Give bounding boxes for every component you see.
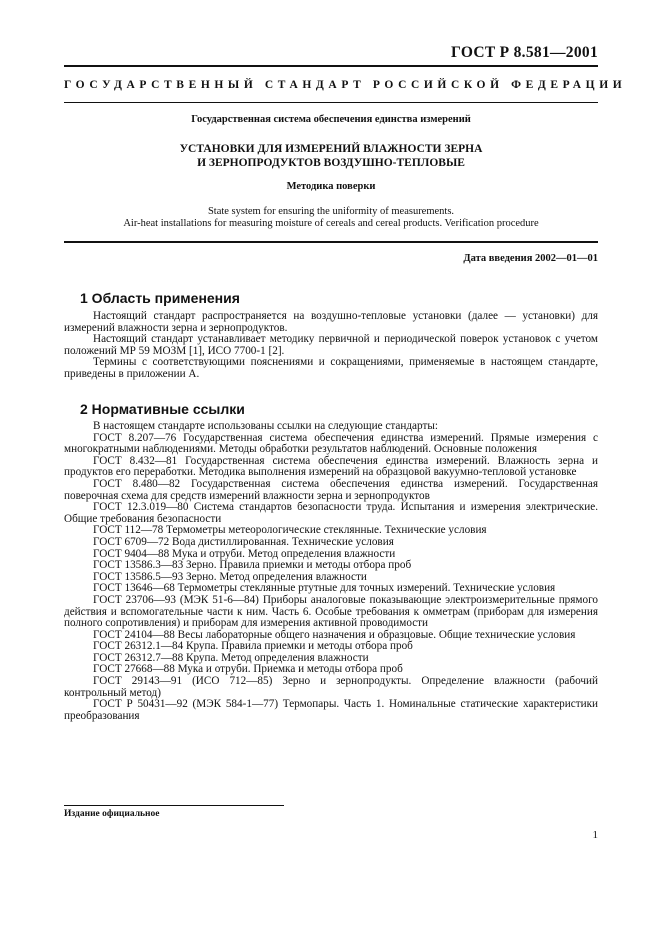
title-rule — [64, 102, 598, 103]
footer-rule — [64, 805, 284, 806]
reference-item: ГОСТ 13646—68 Термометры стеклянные ртутные для точных измерений. Технические условия — [93, 582, 556, 595]
reference-item: ГОСТ 27668—88 Мука и отруби. Приемка и методы отбора проб — [93, 663, 403, 676]
header-bottom-rule — [64, 241, 598, 243]
reference-item: ГОСТ 24104—88 Весы лабораторные общего назначения и образцовые. Общие технические условия — [93, 628, 576, 641]
reference-item: ГОСТ 6709—72 Вода дистиллированная. Технические условия — [93, 535, 394, 548]
main-title-line-1: УСТАНОВКИ ДЛЯ ИЗМЕРЕНИЙ ВЛАЖНОСТИ ЗЕРНА — [179, 143, 483, 155]
section-1-body — [64, 311, 598, 381]
subtitle: Методика поверки — [286, 181, 376, 192]
reference-item: ГОСТ 13586.5—93 Зерно. Метод определения влажности — [93, 570, 367, 583]
section-1-paragraph: Термины с соответствующими пояснениями и сокращениями, применяемые в настоящем стандарте, приведены в приложении А. — [64, 356, 598, 380]
page-number: 1 — [592, 829, 598, 841]
reference-item: ГОСТ 9404—88 Мука и отруби. Метод определения влажности — [93, 547, 396, 560]
english-title-line-2: Air-heat installations for measuring moisture of cereals and cereal products. Verification procedure — [123, 218, 539, 229]
english-title-line-1: State system for ensuring the uniformity of measurements. — [207, 206, 455, 217]
reference-item: ГОСТ 112—78 Термометры метеорологические стеклянные. Технические условия — [93, 524, 487, 537]
state-standard-title: ГОСУДАРСТВЕННЫЙ СТАНДАРТ РОССИЙСКОЙ ФЕДЕРАЦИИ — [64, 79, 627, 91]
reference-item: ГОСТ 13586.3—83 Зерно. Правила приемки и методы отбора проб — [93, 559, 412, 572]
section-2-body — [64, 421, 598, 722]
reference-item: ГОСТ 26312.7—88 Крупа. Метод определения влажности — [93, 651, 369, 664]
reference-item: ГОСТ 23706—93 (МЭК 51-6—84) Приборы аналоговые показывающие электроизмерительные прямого действия и вспомогательные части к ним. Часть 6. Особые требования к омметрам (приборам для измерения полного сопротивления) и приборам для измерения активной проводимости — [64, 593, 598, 630]
system-name: Государственная система обеспечения единства измерений — [191, 114, 471, 125]
section-2-heading: 2 Нормативные ссылки — [80, 401, 245, 417]
reference-item: ГОСТ 8.207—76 Государственная система обеспечения единства измерений. Прямые измерения с многократными наблюдениями. Методы обработки результатов наблюдений. Основные положения — [64, 431, 598, 456]
section-2-intro: В настоящем стандарте использованы ссылки на следующие стандарты: — [93, 420, 438, 432]
reference-item: ГОСТ 8.432—81 Государственная система обеспечения единства измерений. Влажность зерна и продуктов его переработки. Методика выполнения измерений на образцовой вакуумно-тепловой установке — [64, 454, 598, 479]
official-edition-label: Издание официальное — [64, 809, 160, 819]
reference-item: ГОСТ 12.3.019—80 Система стандартов безопасности труда. Испытания и измерения электрические. Общие требования безопасности — [64, 501, 598, 525]
reference-item: ГОСТ 29143—91 (ИСО 712—85) Зерно и зернопродукты. Определение влажности (рабочий контрольный метод) — [64, 675, 598, 699]
section-1-paragraph: Настоящий стандарт распространяется на воздушно-тепловые установки (далее — установки) для измерений влажности зерна и зернопродуктов. — [64, 310, 598, 334]
reference-item: ГОСТ 8.480—82 Государственная система обеспечения единства измерений. Государственная поверочная схема для средств измерений влажности зерна и зернопродуктов — [64, 477, 598, 502]
english-title — [64, 206, 598, 230]
introduction-date: Дата введения 2002—01—01 — [463, 253, 598, 264]
document-code: ГОСТ Р 8.581—2001 — [451, 44, 598, 61]
main-title-line-2: И ЗЕРНОПРОДУКТОВ ВОЗДУШНО-ТЕПЛОВЫЕ — [197, 157, 465, 169]
reference-item: ГОСТ 26312.1—84 Крупа. Правила приемки и методы отбора проб — [93, 640, 413, 653]
section-1-paragraph: Настоящий стандарт устанавливает методику первичной и периодической поверок установок с учетом положений МР 59 МОЗМ [1], ИСО 7700-1 [2]. — [64, 333, 598, 357]
top-rule — [64, 65, 598, 67]
main-title — [64, 142, 598, 170]
section-1-heading: 1 Область применения — [80, 290, 240, 306]
reference-item: ГОСТ Р 50431—92 (МЭК 584-1—77) Термопары. Часть 1. Номинальные статические характеристики преобразования — [64, 698, 598, 722]
